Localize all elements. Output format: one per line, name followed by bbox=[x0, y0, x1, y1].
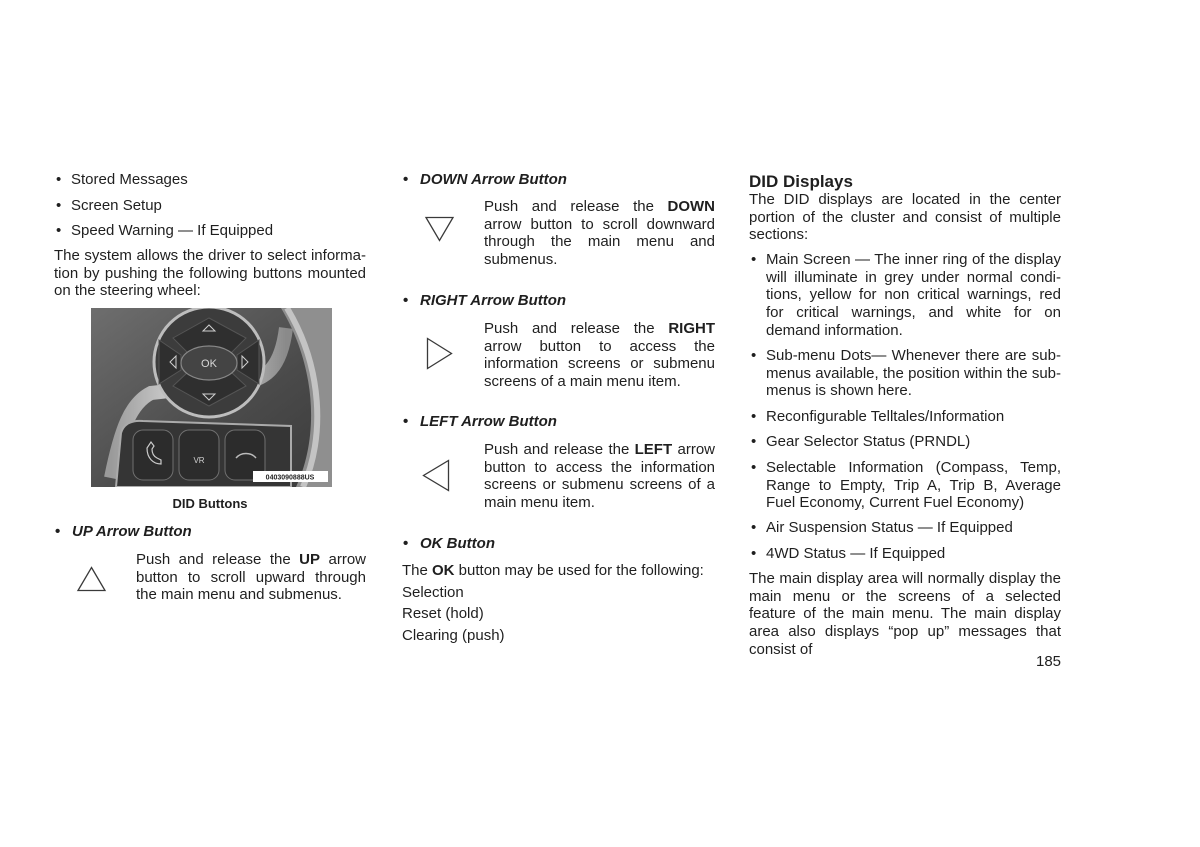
ok-button-description: The OK button may be used for the following: bbox=[402, 562, 704, 579]
list-item-text: 4WD Status — If Equipped bbox=[766, 545, 946, 562]
down-arrow-description: Push and release the DOWN arrow button to scroll downward through the main menu and submenus. bbox=[484, 198, 715, 269]
list-item: • Selectable Information (Compass, Temp, Range to Empty, Trip A, Trip B, Average Fuel Economy, Current Fuel Economy) bbox=[751, 459, 1061, 512]
triangle-up-icon bbox=[76, 566, 107, 592]
figure-caption: DID Buttons bbox=[172, 496, 248, 511]
down-arrow-heading: • DOWN Arrow Button bbox=[403, 171, 567, 188]
list-item: • Stored Messages bbox=[54, 171, 366, 189]
ok-function-item: Selection bbox=[402, 584, 464, 601]
list-item-text: Speed Warning — If Equipped bbox=[71, 222, 274, 239]
list-item-text: Sub-menu Dots— Whenever there are sub-menus available, the position within the sub-menus is shown here. bbox=[766, 347, 1061, 400]
list-item-text: Screen Setup bbox=[71, 197, 162, 214]
list-item: • Main Screen — The inner ring of the display will illuminate in grey under normal condi-tions, yellow for non critical warnings, red for critical warnings, and white for on demand information. bbox=[751, 251, 1061, 339]
list-item-text: Main Screen — The inner ring of the display will illuminate in grey under normal condi-tions, yellow for non critical warnings, red for critical warnings, and white for on demand information. bbox=[766, 251, 1061, 339]
ok-button-heading: • OK Button bbox=[403, 535, 495, 552]
vr-button-label: VR bbox=[193, 456, 205, 465]
triangle-down-icon bbox=[424, 216, 455, 242]
list-item-text: Air Suspension Status — If Equipped bbox=[766, 519, 1013, 536]
section-intro: The DID displays are located in the center portion of the cluster and consist of multiple sections: bbox=[749, 191, 1061, 244]
ok-function-item: Reset (hold) bbox=[402, 605, 484, 622]
list-item: • Speed Warning — If Equipped bbox=[54, 222, 366, 240]
list-item: • Air Suspension Status — If Equipped bbox=[749, 519, 1061, 537]
list-item: • Screen Setup bbox=[54, 197, 366, 215]
list-item-text: Stored Messages bbox=[71, 171, 188, 188]
ok-button-label: OK bbox=[201, 358, 217, 370]
list-item: • Gear Selector Status (PRNDL) bbox=[749, 433, 1061, 451]
right-arrow-description: Push and release the RIGHT arrow button to access the information screens or submenu screens of a main menu item. bbox=[484, 320, 715, 391]
up-arrow-heading: • UP Arrow Button bbox=[55, 523, 192, 540]
triangle-left-icon bbox=[422, 459, 450, 492]
triangle-right-icon bbox=[426, 337, 453, 370]
ok-function-item: Clearing (push) bbox=[402, 627, 505, 644]
intro-paragraph: The system allows the driver to select informa-tion by pushing the following buttons mounted on the steering wheel: bbox=[54, 247, 366, 300]
list-item-text: Reconfigurable Telltales/Information bbox=[766, 408, 1005, 425]
image-id-label: 0403090888US bbox=[265, 474, 315, 482]
list-item-text: Selectable Information (Compass, Temp, Range to Empty, Trip A, Trip B, Average Fuel Economy, Current Fuel Economy) bbox=[766, 459, 1061, 512]
did-buttons-photo bbox=[91, 308, 332, 487]
list-item: • Sub-menu Dots— Whenever there are sub-menus available, the position within the sub-menus is shown here. bbox=[751, 347, 1061, 400]
section-title: DID Displays bbox=[749, 172, 853, 191]
left-arrow-description: Push and release the LEFT arrow button to access the information screens or submenu screens of a main menu item. bbox=[484, 441, 715, 512]
right-arrow-heading: • RIGHT Arrow Button bbox=[403, 292, 567, 309]
list-item: • 4WD Status — If Equipped bbox=[749, 545, 1061, 563]
left-arrow-heading: • LEFT Arrow Button bbox=[403, 413, 557, 430]
list-item-text: Gear Selector Status (PRNDL) bbox=[766, 433, 971, 450]
page-number: 185 bbox=[1036, 653, 1062, 670]
section-outro: The main display area will normally display the main menu or the screens of a selected feature of the main menu. The main display area also displays “pop up” messages that consist of bbox=[749, 570, 1061, 658]
up-arrow-description: Push and release the UP arrow button to scroll upward through the main menu and submenus. bbox=[136, 551, 366, 604]
list-item: • Reconfigurable Telltales/Information bbox=[749, 408, 1061, 426]
